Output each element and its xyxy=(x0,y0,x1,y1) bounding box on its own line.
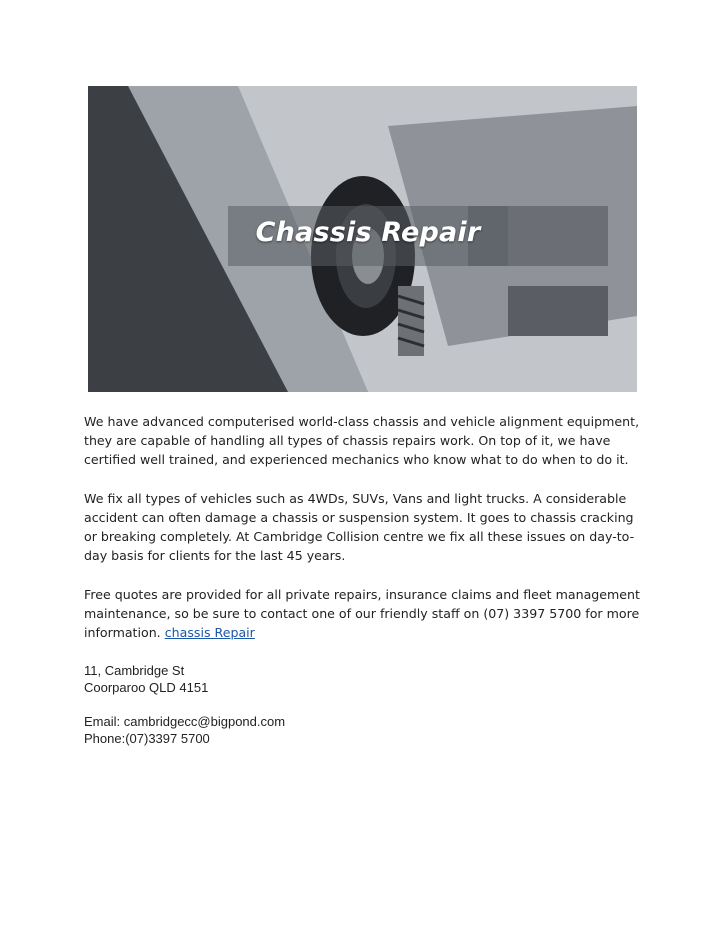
email-line: Email: cambridgecc@bigpond.com xyxy=(84,714,286,729)
address-block xyxy=(84,662,640,696)
hero-image xyxy=(88,86,637,392)
phone-line: Phone:(07)3397 5700 xyxy=(84,731,210,746)
address-line-1: 11, Cambridge St xyxy=(84,663,185,678)
chassis-repair-link[interactable]: chassis Repair xyxy=(164,625,255,640)
document-body xyxy=(84,412,640,764)
paragraph-equipment: We have advanced computerised world-class chassis and vehicle alignment equipment, they are capable of handling all types of chassis repairs work. On top of it, we have certified well trained, and experienced mechanics who know what to do when to do it. xyxy=(84,414,640,467)
contact-block xyxy=(84,713,640,747)
paragraph-vehicles: We fix all types of vehicles such as 4WDs, SUVs, Vans and light trucks. A considerable accident can often damage a chassis or suspension system. It goes to chassis cracking or breaking completely. At Cambridge Collision centre we fix all these issues on day-to-day basis for clients for the last 45 years. xyxy=(84,491,635,563)
address-line-2: Coorparoo QLD 4151 xyxy=(84,680,209,695)
hero-title: Chassis Repair xyxy=(255,217,481,248)
paragraph-quotes-text: Free quotes are provided for all private repairs, insurance claims and fleet management maintenance, so be sure to contact one of our friendly staff on (07) 3397 5700 for more information. xyxy=(84,587,640,640)
paragraph-quotes xyxy=(84,585,640,642)
